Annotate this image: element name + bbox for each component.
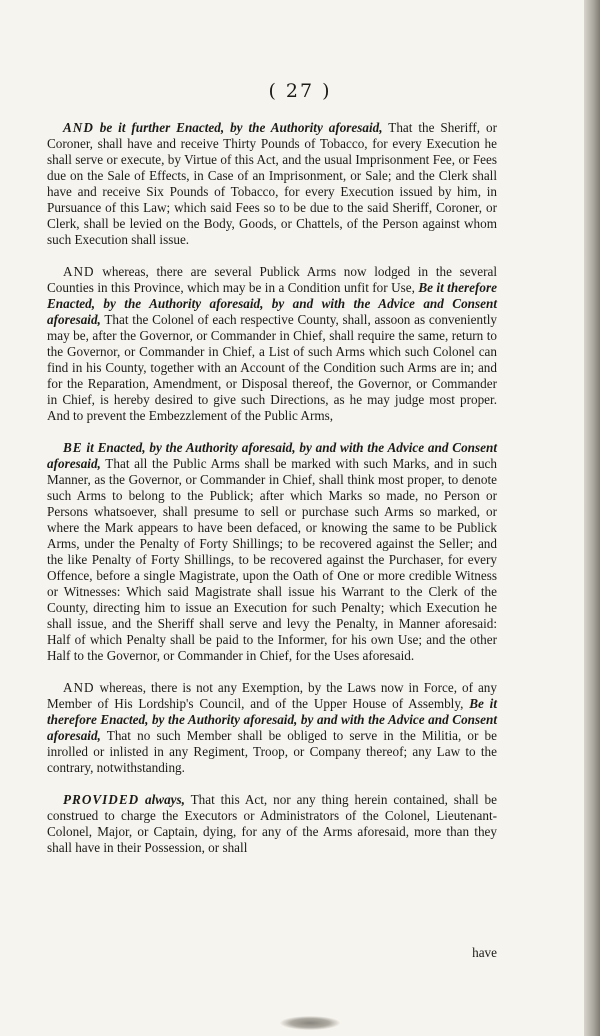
enacting-clause: it Enacted, by the Authority aforesaid, by and with the Advice and Consent aforesaid, [47, 440, 497, 471]
paragraph-text: That the Colonel of each respective County, shall, assoon as conveniently may be, after the Governor, or Commander in Chief, shall require the same, return to the Governor, or Commander in Chief, a List of such Arms which such Colonel can find in his County, together with an Account of the Condition such Arms are in; and for the Reparation, Amendment, or Disposal thereof, the Governor, or Commander in Chief, is hereby desired to give such Directions, as he may judge most proper. And to prevent the Embezzlement of the Public Arms, [47, 312, 497, 423]
page-binding-edge [584, 0, 600, 1036]
paragraph-marking-arms [47, 440, 497, 664]
paragraph-text: whereas, there is not any Exemption, by the Laws now in Force, of any Member of His Lordship's Council, and of the Upper House of Assembly, [47, 680, 497, 711]
paragraph-lead: PROVIDED [63, 792, 140, 807]
paragraph-publick-arms [47, 264, 497, 424]
paragraph-provided [47, 792, 497, 856]
paragraph-council-exemption [47, 680, 497, 776]
paragraph-text: whereas, there are several Publick Arms now lodged in the several Counties in this Province, which may be in a Condition unfit for Use, [47, 264, 497, 295]
paragraph-lead: AND [63, 264, 95, 279]
catchword: have [472, 945, 497, 960]
paragraph-text: That all the Public Arms shall be marked with such Marks, and in such Manner, as the Governor, or Commander in Chief, shall think most proper, to denote such Arms to belong to the Publick; after which Marks so made, no Person or Persons whatsoever, shall presume to sell or purchase such Arms so marked, or where the Mark appears to have been defaced, or knowing the same to be Publick Arms, under the Penalty of Forty Shillings; to be recovered against the Seller; and the like Penalty of Forty Shillings, to be recovered against the Purchaser, for every Offence, before a single Magistrate, upon the Oath of One or more credible Witness or Witnesses: Which said Magistrate shall issue his Warrant to the Clerk of the County, directing him to issue an Execution for such Penalty; which Execution he shall issue, and the Sheriff shall serve and levy the Penalty, in Manner aforesaid: Half of which Penalty shall be paid to the Informer, for his own Use; and the other Half to the Governor, or Commander in Chief, for the Uses aforesaid. [47, 456, 497, 663]
document-body [47, 120, 497, 856]
paragraph-lead: BE [63, 440, 83, 455]
enacting-clause: Be it therefore Enacted, by the Authority aforesaid, by and with the Advice and Consent aforesaid, [47, 280, 497, 327]
paragraph-lead: AND [63, 680, 95, 695]
paragraph-lead: AND [63, 120, 94, 135]
enacting-clause: be it further Enacted, by the Authority aforesaid, [93, 120, 383, 135]
ink-smudge [280, 1016, 340, 1030]
proviso-clause: always, [139, 792, 185, 807]
paragraph-text: That this Act, nor any thing herein contained, shall be construed to charge the Executors or Administrators of the Colonel, Lieutenant-Colonel, Major, or Captain, dying, for any of the Arms aforesaid, more than they shall have in their Possession, or shall [47, 792, 498, 855]
paragraph-text: That no such Member shall be obliged to serve in the Militia, or be inrolled or inlisted in any Regiment, Troop, or Company thereof; any Law to the contrary, notwithstanding. [47, 728, 497, 775]
paragraph-text: That the Sheriff, or Coroner, shall have and receive Thirty Pounds of Tobacco, for every Execution he shall serve or execute, by Virtue of this Act, and the usual Imprisonment Fee, or Fees due on the Sale of Effects, in Case of an Imprisonment, or Sale; and the Clerk shall have and receive Six Pounds of Tobacco, for every Execution issued by him, in Pursuance of this Law; which said Fees so to be due to the said Sheriff, Coroner, or Clerk, shall be levied on the Body, Goods, or Chattels, of the Person against whom such Execution shall issue. [47, 120, 497, 247]
page-number: ( 27 ) [268, 80, 332, 102]
paragraph-sheriff-fees [47, 120, 497, 248]
enacting-clause: Be it therefore Enacted, by the Authority aforesaid, by and with the Advice and Consent aforesaid, [47, 696, 497, 743]
